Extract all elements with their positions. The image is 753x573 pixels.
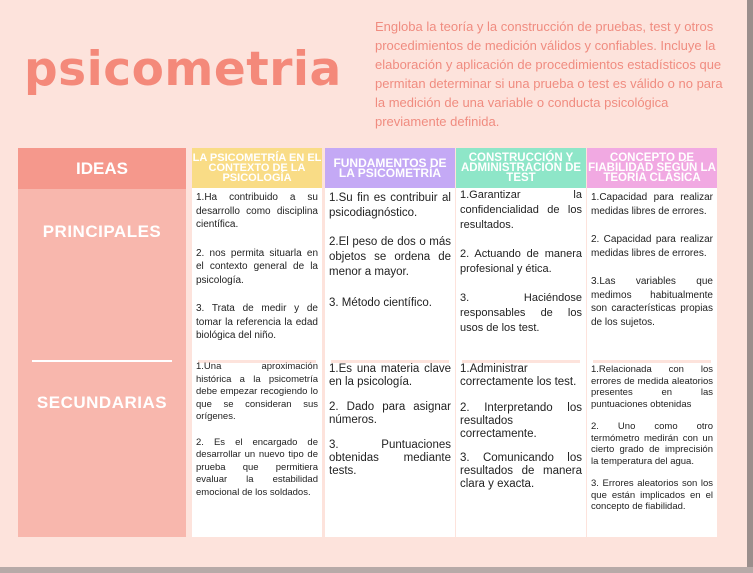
column-psicometria-contexto — [192, 148, 322, 537]
list-item: 1.Capacidad para realizar medidas libres de errores. — [591, 192, 713, 217]
sidebar-divider — [32, 360, 172, 362]
column-header: LA PSICOMETRÍA EN EL CONTEXTO DE LA PSICOLOGÍA — [192, 148, 322, 188]
list-item: 2.El peso de dos o más objetos se ordena de menor a mayor. — [329, 236, 451, 278]
column-fundamentos — [325, 148, 455, 537]
secundarias-cell — [196, 361, 318, 499]
list-item: 3. Puntuaciones obtenidas mediante tests. — [329, 439, 451, 477]
intro-paragraph: Engloba la teoría y la construcción de pruebas, test y otros procedimientos de medición válidos y confiables. Incluye la elaboración y aplicación de procedimientos estadísticos que permitan determinar si una prueba o test es válido o no para la medición de una variable o conducta psicológica previamente definida. — [375, 19, 723, 129]
secundarias-cell — [329, 363, 451, 478]
list-item: 1.Relacionada con los errores de medida aleatorios presentes en las puntuaciones obtenidas — [591, 364, 713, 410]
principales-cell — [591, 191, 713, 329]
column-construccion-test — [456, 148, 586, 537]
list-item: 2. Uno como otro termómetro medirán con un cierto grado de imprecisión la temperatura del agua. — [591, 421, 713, 467]
list-item: 3.Las variables que medimos habitualmente son características propias de los sujetos. — [591, 276, 713, 328]
principales-cell — [196, 191, 318, 343]
secundarias-cell — [460, 363, 582, 491]
list-item: 1.Su fin es contribuir al psicodiagnóstico. — [329, 192, 451, 219]
list-item: 1.Administrar correctamente los test. — [460, 363, 577, 388]
list-item: 2. Interpretando los resultados correctamente. — [460, 402, 582, 440]
secundarias-cell — [591, 364, 713, 513]
row-divider — [593, 360, 711, 363]
ideas-heading: IDEAS — [18, 148, 186, 189]
list-item: 2. Dado para asignar números. — [329, 401, 451, 426]
list-item: 1.Una aproximación histórica a la psicometría debe empezar recogiendo lo que se consideran sus orígenes. — [196, 361, 318, 422]
column-header: FUNDAMENTOS DE LA PSICOMETRÍA — [325, 148, 455, 188]
ideas-sidebar — [18, 148, 186, 537]
page-edge-bottom — [0, 567, 753, 573]
principales-cell — [329, 191, 451, 311]
principales-cell — [460, 188, 582, 336]
list-item: 3. Haciéndose responsables de los usos de los test. — [460, 292, 582, 334]
list-item: 3. Método científico. — [329, 297, 432, 309]
principales-label: PRINCIPALES — [42, 222, 162, 241]
list-item: 2. Capacidad para realizar medidas libres de errores. — [591, 234, 713, 259]
list-item: 1.Ha contribuido a su desarrollo como disciplina científica. — [196, 192, 318, 230]
list-item: 3. Errores aleatorios son los que están implicados en el concepto de fiabilidad. — [591, 478, 713, 512]
list-item: 1.Garantizar la confidencialidad de los resultados. — [460, 189, 582, 231]
page-edge-right — [747, 0, 753, 573]
column-header: CONSTRUCCIÓN Y ADMINISTRACIÓN DE TEST — [456, 148, 586, 188]
page-title: psicometria — [24, 42, 342, 97]
column-header: CONCEPTO DE FIABILIDAD SEGÚN LA TEORÍA CLÁSICA — [587, 148, 717, 188]
list-item: 1.Es una materia clave en la psicología. — [329, 363, 451, 388]
list-item: 3. Comunicando los resultados de manera clara y exacta. — [460, 452, 582, 490]
list-item: 2. Es el encargado de desarrollar un nuevo tipo de prueba que permitiera evaluar la estabilidad emocional de los soldados. — [196, 436, 318, 498]
column-fiabilidad — [587, 148, 717, 537]
list-item: 2. nos permita situarla en el contexto general de la psicología. — [196, 247, 318, 286]
list-item: 2. Actuando de manera profesional y ética. — [460, 248, 582, 275]
secundarias-label: SECUNDARIAS — [36, 393, 168, 412]
list-item: 3. Trata de medir y de tomar la referencia la edad biológica del niño. — [196, 303, 318, 341]
